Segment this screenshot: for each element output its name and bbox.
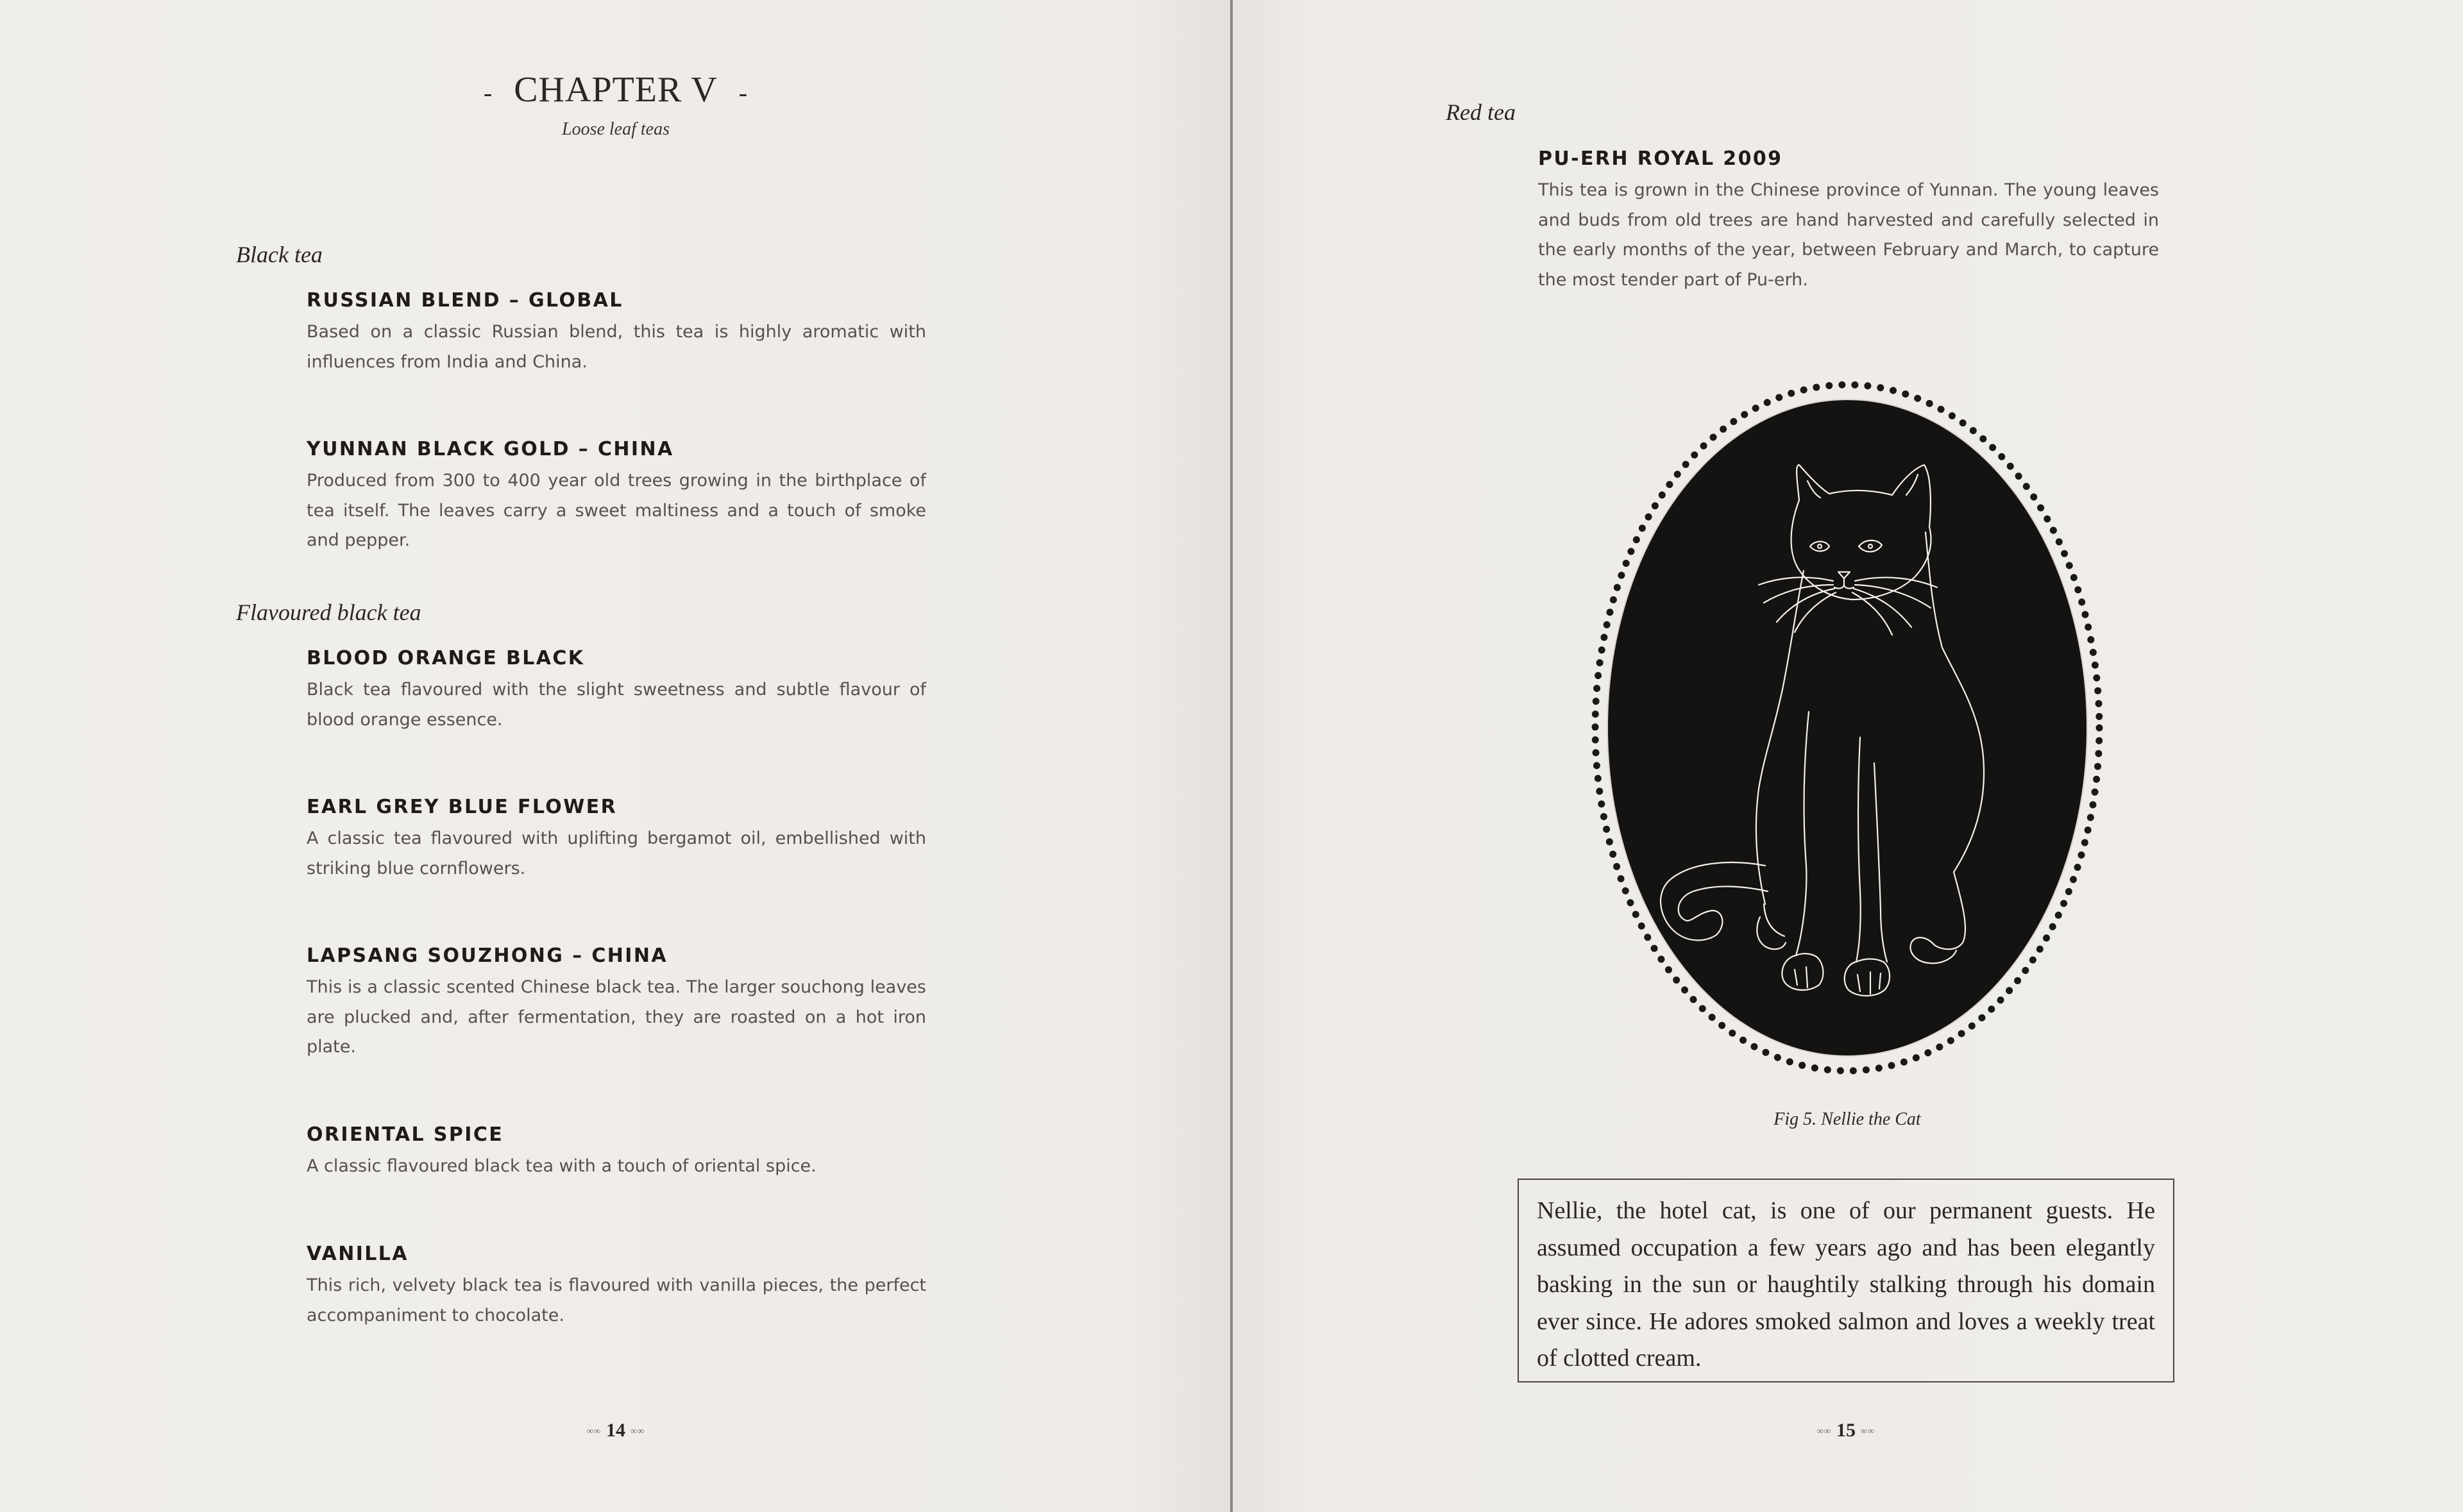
page-number: ∞∞ 14 ∞∞ (587, 1420, 645, 1441)
entry-description: Black tea flavoured with the slight sweetness and subtle flavour of blood orange essence. (307, 680, 926, 730)
section-label-black-tea: Black tea (236, 242, 323, 267)
entry-name: PU-ERH ROYAL 2009 (1538, 147, 1783, 170)
chapter-subtitle: Loose leaf teas (562, 119, 670, 139)
entry-description: Produced from 300 to 400 year old trees growing in the birthplace of tea itself. The leaves carry a sweet maltiness and a touch of smoke and pepper. (307, 471, 926, 550)
menu-entry (307, 288, 926, 377)
menu-entry (1538, 146, 2159, 295)
box-text: Nellie, the hotel cat, is one of our permanent guests. He assumed occupation a few years ago and has been elegantly basking in the sun or haughtily stalking through his domain ever since. He adores smoked salmon and loves a weekly treat of clotted cream. (1537, 1197, 2155, 1372)
entry-name: YUNNAN BLACK GOLD – CHINA (307, 438, 674, 460)
section-label-flavoured-black-tea: Flavoured black tea (236, 600, 421, 625)
page-ornament: ∞∞ (631, 1427, 645, 1437)
menu-entry (307, 1241, 926, 1331)
menu-entry (307, 1122, 926, 1182)
dash-ornament: - (717, 78, 749, 107)
entry-description: A classic flavoured black tea with a touch of oriental spice. (307, 1156, 817, 1176)
menu-entry (307, 794, 926, 884)
chapter-title: - CHAPTER V - (483, 70, 749, 110)
entry-name: LAPSANG SOUZHONG – CHINA (307, 945, 668, 967)
entry-description: This rich, velvety black tea is flavoured with vanilla pieces, the perfect accompaniment to chocolate. (307, 1275, 926, 1325)
dash-ornament: - (483, 78, 514, 107)
entry-name: ORIENTAL SPICE (307, 1123, 504, 1146)
page-ornament: ∞∞ (587, 1427, 601, 1437)
menu-entry (307, 943, 926, 1063)
section-label-red-tea: Red tea (1446, 99, 1516, 125)
left-page (0, 0, 1230, 1512)
black-oval (1607, 399, 2087, 1056)
entry-description: Based on a classic Russian blend, this tea is highly aromatic with influences from India and China. (307, 322, 926, 372)
page-number: ∞∞ 15 ∞∞ (1817, 1420, 1875, 1441)
entry-name: EARL GREY BLUE FLOWER (307, 796, 618, 818)
cat-illustration (1591, 378, 2104, 1077)
entry-name: BLOOD ORANGE BLACK (307, 647, 585, 669)
entry-name: VANILLA (307, 1243, 409, 1265)
entry-description: A classic tea flavoured with uplifting bergamot oil, embellished with striking blue cornflowers. (307, 828, 926, 878)
entry-description: This is a classic scented Chinese black tea. The larger souchong leaves are plucked and, after fermentation, they are roasted on a hot iron plate. (307, 977, 926, 1057)
menu-entry (307, 646, 926, 735)
entry-name: RUSSIAN BLEND – GLOBAL (307, 289, 623, 312)
entry-description: This tea is grown in the Chinese province of Yunnan. The young leaves and buds from old trees are hand harvested and carefully selected in the early months of the year, between February and March, to capture the most tender part of Pu-erh. (1538, 180, 2159, 290)
nellie-text-box (1518, 1179, 2174, 1382)
page-ornament: ∞∞ (1861, 1427, 1875, 1437)
figure-caption: Fig 5. Nellie the Cat (1773, 1109, 1921, 1129)
menu-entry (307, 437, 926, 556)
page-ornament: ∞∞ (1817, 1427, 1831, 1437)
